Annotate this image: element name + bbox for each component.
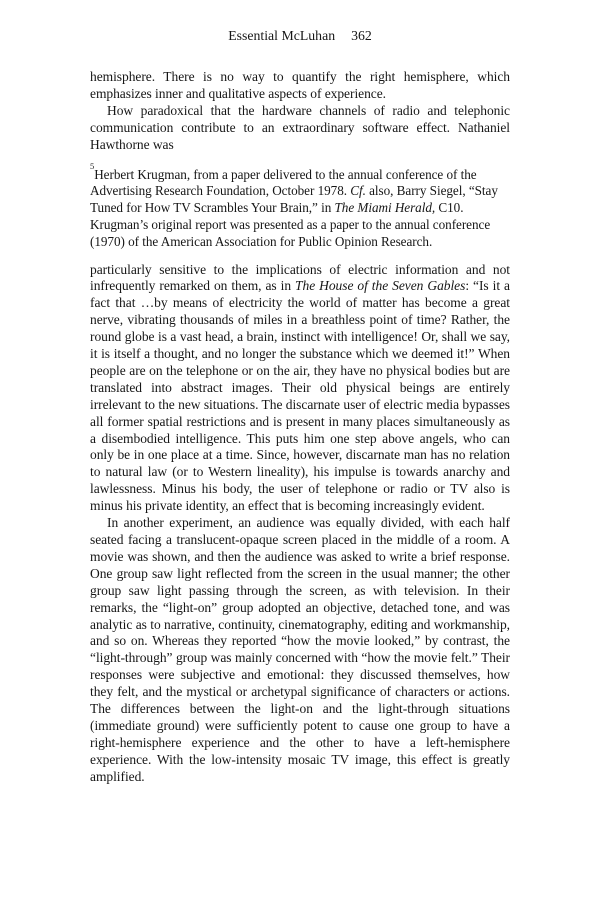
paragraph-experiment: In another experiment, an audience was equally divided, with each half seated facing a translucent-opaque screen placed in the middle of a room. A movie was shown, and then the audience was asked to write a brief response. One group saw light reflected from the screen in the usual manner; the other group saw light passing through the screen, as with television. In their remarks, the “light-on” group adopted an objective, detached tone, and was analytic as to narrative, continuity, cinematography, editing and workmanship, and so on. Whereas they reported “how the movie looked,” by contrast, the “light-through” group was mainly concerned with “how the movie felt.” Their responses were subjective and emotional: they discussed themselves, how they felt, and the mystical or archetypal significance of characters or actions. The differences between the light-on and the light-through situations (immediate ground) were sufficiently potent to cause one group to have a right-hemisphere experience and the other to have a left-hemisphere experience. With the low-intensity mosaic TV image, this effect is greatly amplified. xyxy=(90,515,510,784)
running-title: Essential McLuhan xyxy=(228,28,336,43)
page-number: 362 xyxy=(351,28,372,43)
footnote-block xyxy=(90,160,510,251)
footnote-text-segment: Herbert Krugman, from a paper delivered to the annual conference of the Advertising Research Foundation, October 1978. xyxy=(90,166,477,199)
footnote-text-segment: C10. Krugman’s original report was presented as a paper to the annual conference (1970) of the American Association for Public Opinion Research. xyxy=(90,200,491,249)
footnote-text-segment: also, Barry Siegel, “Stay Tuned for How TV Scrambles Your Brain,” in xyxy=(90,183,498,216)
body-text-segment: particularly sensitive to the implications of electric information and not infrequently remarked on them, as in xyxy=(90,261,510,294)
footnote-cf-abbreviation: Cf. xyxy=(350,183,366,199)
footnote-publication-title: The Miami Herald, xyxy=(334,200,436,216)
footnote-marker: 5 xyxy=(90,160,95,171)
paragraph-paradox: How paradoxical that the hardware channels of radio and telephonic communication contribute to an extraordinary software effect. Nathaniel Hawthorne was xyxy=(90,102,510,152)
paragraph-hemisphere-continuation: hemisphere. There is no way to quantify the right hemisphere, which emphasizes inner and qualitative aspects of experience. xyxy=(90,69,510,101)
body-text-segment: : “Is it a fact that …by means of electricity the world of matter has become a great nerve, vibrating thousands of miles in a breathless point of time? Rather, the round globe is a vast head, a brain, instinct with intelligence! Or, shall we say, it is itself a thought, and no longer the substance which we deemed it!” When people are on the telephone or on the air, they have no physical bodies but are translated into abstract images. Their old physical beings are entirely irrelevant to the new situations. The discarnate user of electric media bypasses all former spatial restrictions and is present in many places simultaneously as a disembodied intelligence. This puts him one step above angels, who can only be in one place at a time. Since, however, discarnate man has no relation to natural law (or to Western lineality), his impulse is towards anarchy and lawlessness. Minus his body, the user of telephone or radio or TV also is minus his private identity, an effect that is becoming increasingly evident. xyxy=(90,278,510,514)
paragraph-hawthorne xyxy=(90,262,510,516)
running-header xyxy=(90,27,510,44)
book-page xyxy=(90,0,510,786)
book-title-seven-gables: The House of the Seven Gables xyxy=(295,278,466,294)
